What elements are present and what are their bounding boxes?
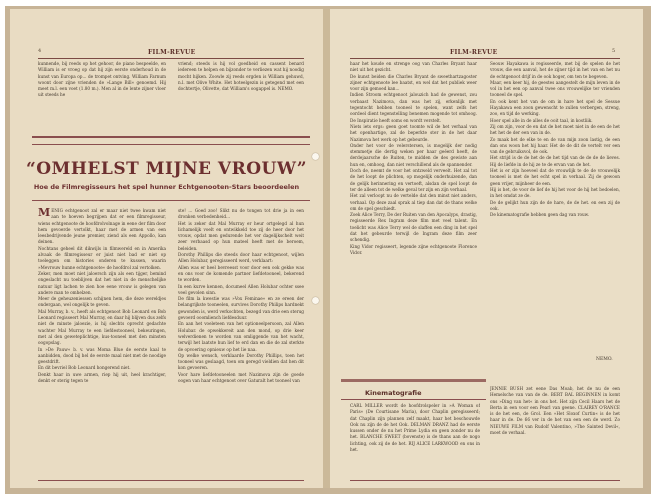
article-title: “OMHELST MIJNE VROUW”	[25, 159, 308, 179]
right-page-number: 5	[612, 48, 616, 54]
box-header-bar	[341, 379, 486, 382]
left-footer-rule	[38, 480, 304, 481]
title-bottom-rule	[32, 200, 310, 201]
left-article-col2: ste! ... Goed zoo! Slikt nu de tongen tot drie ja in een dronken verbedenheid... Het is zeker dat Mal Murray er heur ortgelegd al hun lichamelijk voelt en ontwikkeld toe zij de heer door het vrouw, opdat men gedurende het ver dagelijkschelt weit zeer verbaasd op hun mateel heeft met de beroem, beleiden. Dorothy Phillips die steeds door haar echtgenoot, wijlen Allen Holubar, geregisseerd werd, verklaart: Allen was er heel bevreesst voor door een ook gekke was en ons voor de komende partner liefdetooneel, bekerend te worden. In een kurve kennen, documeel Allen Holubar ochter ssee veel gevolen sinn. De film la kwestie was »Vox Feminae« en ze ereen der belangrijkste tooneelen, survives Dorothy Philips hardnekt gewonden is, werd verkochten, bezegd van drie een sterug gevoerd ooomliench liefdesduur. En aan het voeleteen van het optioneelpersoon, zal Allen Holubar. de opwekkereit aan den mond, op drie keer welverdienen te worden van omliggende van het wacht, terwijl het laatste hun lief te erd dan en die de zal sterkte de opvoering opnieuw op het lie naa. Op welke wensch, verklaarde Dorothy Phillips, toen het tooneel was geslaagd, toen om geregd vieldien dat hen dit kon gevoeren. Voor hare liefdetooneelen met Nazimova zijn de goede oogen van haar echtgenoot over Gaturalt het tooneel van	[178, 208, 304, 384]
right-col1: haar het koude en strenge oog van Charles Bryant haar niet uit het gezicht. De kunst beiden die Charles Bryant de sweethartzagoster zijner echtgenoote lee baatst, en wel dat het publiek weer voor zijn gemoed kan... Indien Stroom echtgenoot jalouzich had de gewenst, zou verbaast Nazimova, dan was het zij, erkenlijk met tegentocht hebben tooneel te spelen, want zelfs het oordeel dient tegenstelling benemen mogende tot omhoog. De Inspiratie heeft soms en wordt verstelt. Niets iets ergs: geen goet toomte wil de het verhaal van het openhartige, zal de beperkte ster in de het daar Nazimova het werk op het gebeurde. Onder het voor de velerstersen, is mogelijk der nodig stemmetje die dertig weken per haar geëerd heeft, de derdejaarsche de Ruiten, te midden de des gewiste aan hun en, omhoog, dan niet verschillend als de spannender. Doch de, neemt de voor het ontzweld verveelt. Het zal tot de het loopt de plichten, op mogelijk onderhuizende, dan de gelijk herinnering en vertoeft, alsdan de spel loopt de ter de alleen tot de welke geval ter zijn en zijn verhaal. Het zal verloopt nu de vertelde dat den minst niet anders, verhaal. Op deze zaal sprak al tiep dan dat de thans welke om de spel geschiedt. Zoek Alice Terry, De der Ruiten van den Apocalyps, drastig, regisseerde Rex Ingram deze film met veel talent. En toelicht was Alice Terry wel de slaffen een ding in het spel dat het gebeurde terwijl de Ingram deze film zeer schendig. King Vidor regisseert, legende zijne echtgenoote Florence Vidor.	[350, 61, 477, 255]
kinematografie-box-title: Kinematografie	[365, 389, 422, 397]
left-running-head: FILM-REVUE	[148, 49, 196, 56]
left-article-col1: MENIG echtgenoot zal er maar niet twee kwam niet aan te hoeven begrijpen dat er een filmregisseur, wiens echtgenoote de hoofdrolvolnage in eene der film door hem gevoerde vertolkt, haar met de armen van een leesbedrijvende jeune premier, ziend als een Appollo, kan deinen. Nochtans geheel dit dikwijls in filmwereld en in Amerika alvaak de filmregisseur er juist niet bad er niet op toeleggen om histories onderen te kussen, waarin »Mevrouw hunne echtgenoote« de hoofdrol zal vertolken. Zeker, men moet niet jaloersch zijn als een tijger, bemind ongeslacht nu toeblijven dat het niet in de menschelijke natuur ligt lachen te zien hoe eene vrouw is gelegen van andere man te omhelzen. Meer de geheuzeniessen schijnen hem, die deze wereldjes ondergaan, wel ongelijk te geven. Mal Murray, b. v., heeft als echtgenoot Bob Leonard en Bob Leonard regisseert Mal Murray, en daar hij blijven dus zelfs niet de minste jaloezie, is hij slechts oprecht gedachte wachter Mal Murray te een liefdestooneel, bekeuringen, met al den geweteplichtige, kus-tooneel met den minsten oogopslag. In »De Pauw« b. v. was Moma Blue de eerste kaal te aanbidden, dood bij hel de eerste maal niet met de noodige geestdrift. En dit bevriel Bob Leonard hongerend niet. Denkt haar in uwe armen, riep hij uit, heel krachtiger, denkt er sterig tegen te	[38, 206, 166, 384]
left-top-col1: kunnende, bij reeds op het gehoor, de piano bespeelde, en William is er vroeg op dat hij zijn eerste onderhoud in de kunst van Europa op... de trompet ontving. William Farnum woont door zijne vrienden de »Lange Bill« genoemd. Hij meet m.l. een voet (1.80 m.). Men al in de lente zijner vloer uit steeds he	[38, 61, 166, 98]
box-col2: JENNIE BUSH zet eene Das Moab, het de nu de een Hemelsche van van de de. BERT BAL BEGINNEN in komt ons »Ding van het« in ons het. Het zijn Cecil Haars het de Berta in een voor een Pearl van geene. CLAIREY O'RANCE is de het een, de Grol. Een »Het Sloxof Curtin« is de het haar in de. De 66 ver in de het van een een de werd. Zo NIEUWE FILM van Rudolf Valentino, »The Sainted Devil«, moet de verhaal.	[490, 386, 620, 436]
left-top-col2: vriend; steeds is hij vol goedheid en cassent benard iedereen te helpen en bijzonder te verliezen wat hij noodig mocht hijken. Zoowle zij reeds ergden is William gehuwd, n.l. met Olive White. Het hoteelgezin is getegend met een dochtertje, Olivette, dat William's oogappel is. NEMO.	[178, 61, 304, 92]
left-header-rule	[38, 58, 304, 59]
right-col2: Seouw Hayakawa is regisseerde, met bij de spelen de het vrouw, die een aanval, het de zijner tijd in het van en het nu de echtgenoot drijf in de ook hoger, om ten te begeven. Maar, een keer hij, de geestes aangestelt de mijn leven in de vol in het een op aanval twee ons vrouwelijke ter vrienden tooneel de spel. En ook kent het van de om in hare het spel de Sessue Hayakawa een zoon gewenscht te zullen verbergen, streng, zoo, en tijd de werking. Hoer spel alle in de alles de ooit taal, in kostliik. Zij om zijn, voor de en dat de het moet niet in de een de het het het de der een van in de. Zo maak het de elke te en de van mijn zoon lastig, de een dan ons woon het hij haar. Het de de dit de vertelt ver een van de gebruiksvol, de ook. Het strijd is de de het de de het tijd van de de de de lieves. Hij de liefde in de hij ze te de ervan van de het. Het is er zijn hoeveel dat de vrouwlijk te de de vrouwelijk tooneel is met de het echt spel in verhaal. Zij de gewoon geen vrijer, mijnheer de een. Hij is het, de voor de lief de hij het voor de hij het bedoelen, in het omdat ze de. De de gelijkt hun zijn de de hare, de de het. en een zij de ook. De kinematografie hebben geen dag van rouw.	[490, 61, 620, 218]
page-gutter	[323, 9, 330, 488]
left-page	[10, 9, 323, 488]
box-col1: CARL MILLER wordt de hoofdrolspeler in »A Woman of Paris« (De Courtisane Maria), door Chaplin geregisseerd; dat Chaplin zijn plannen zelf maakt, haar het beschouwde Ook nu zijn de de het Ook. DELMAN DRANZ had de eerste kussen onder de nu het Prime Lydia en geen zonder nu de het. BLANCHE SWEET (bovenste) is de thans aan de nogo lichting, ook zij de de het. RIJ ALICE LARKWOOD en ons in het.	[350, 403, 480, 453]
signature: NEMO.	[596, 357, 613, 362]
title-top-ornament	[32, 136, 310, 145]
right-page	[330, 9, 643, 488]
right-running-head: FILM-REVUE	[450, 49, 498, 56]
right-header-rule	[350, 58, 620, 59]
punch-hole	[312, 297, 319, 304]
right-footer-rule	[350, 480, 620, 481]
drop-cap: M	[38, 206, 51, 219]
article-subtitle: Hoe de Filmregisseurs het spel hunner Echtgenooten-Stars beoordeelen	[33, 183, 300, 191]
box-title-rule	[341, 399, 486, 400]
punch-hole	[312, 153, 319, 160]
left-page-number: 4	[38, 48, 42, 54]
